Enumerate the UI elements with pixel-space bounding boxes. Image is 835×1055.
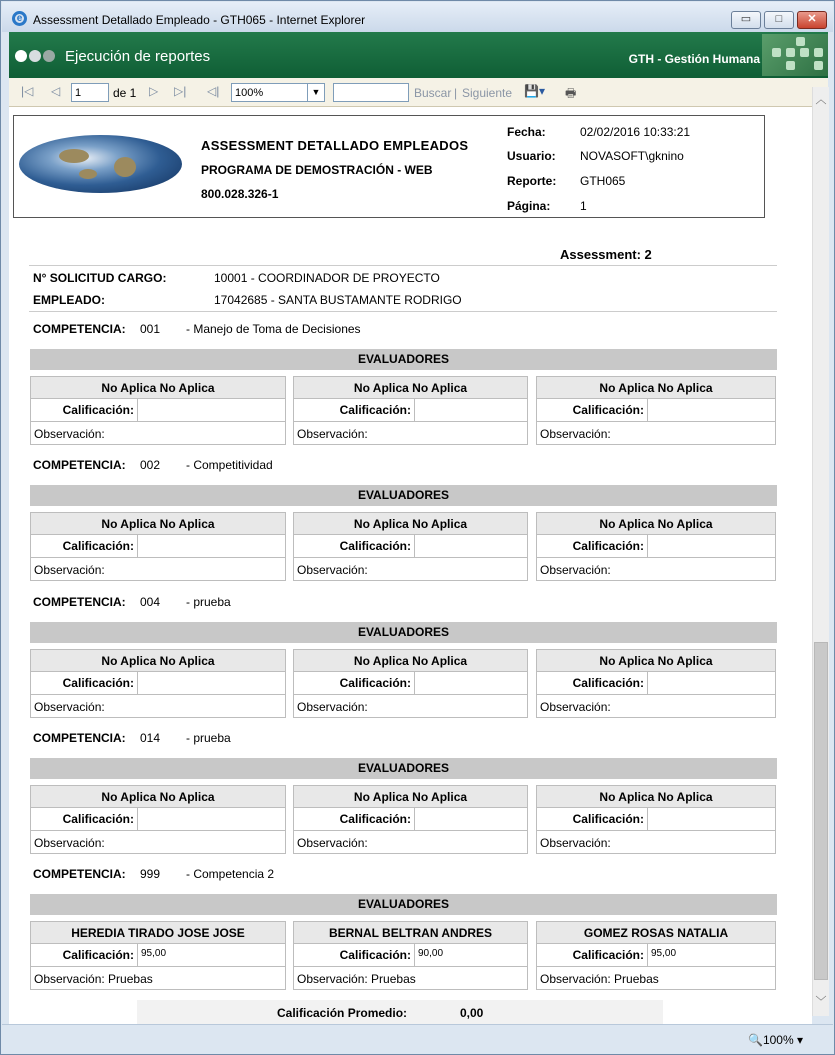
zoom-select[interactable] [231,83,325,102]
evaluator-card [293,785,528,854]
calificacion-value [647,399,775,422]
report-title: ASSESSMENT DETALLADO EMPLEADOS [201,138,469,153]
report-viewer [9,107,812,1024]
observacion [297,972,416,986]
scroll-up-icon[interactable]: ︿ [815,94,827,106]
zoom-value: 100% [235,87,264,99]
evaluator-name: No Aplica No Aplica [294,513,527,535]
people-logo-icon [762,34,828,76]
print-icon[interactable]: 🖶 [565,86,577,100]
evaluator-card [30,649,286,718]
evaluator-card [30,921,286,990]
promedio-value: 0,00 [460,1006,484,1020]
evaluadores-header: EVALUADORES [30,349,777,370]
window-title: Assessment Detallado Empleado - GTH065 - Internet Explorer [33,13,366,27]
observacion-label: Observación: [297,563,368,577]
evaluator-name: GOMEZ ROSAS NATALIA [537,922,775,944]
calificacion-value: 95,00 [137,944,285,967]
scroll-down-icon[interactable]: ﹀ [815,996,827,1008]
evaluator-name: No Aplica No Aplica [294,786,527,808]
calificacion-value [647,808,775,831]
status-zoom: 100% [762,1033,794,1047]
vertical-scrollbar[interactable] [812,87,829,1016]
page-count: de 1 [113,86,137,100]
calificacion-value [137,672,285,695]
meta-label: Fecha: [507,125,546,139]
evaluator-name: No Aplica No Aplica [31,786,285,808]
report-toolbar [9,78,828,107]
observacion-value: Pruebas [108,972,153,986]
calificacion-label: Calificación: [537,944,647,967]
calificacion-label: Calificación: [294,808,414,831]
observacion [34,836,105,850]
evaluator-card [293,376,528,445]
meta-value: 1 [580,199,587,213]
first-page-icon[interactable]: |◁ [21,84,34,98]
calificacion-label: Calificación: [31,535,137,558]
observacion-label: Observación: [297,700,368,714]
observacion [540,972,659,986]
dots-icon [15,50,57,65]
calificacion-value [414,399,527,422]
evaluadores-header: EVALUADORES [30,485,777,506]
observacion [34,972,153,986]
title-bar [2,2,833,32]
app-header [9,32,828,78]
promedio-row [137,1000,663,1024]
observacion-label: Observación: [540,563,611,577]
meta-label: Página: [507,199,551,213]
last-page-icon[interactable]: ▷| [174,84,187,98]
observacion-label: Observación: [540,972,611,986]
observacion-label: Observación: [540,836,611,850]
observacion [540,836,611,850]
calificacion-label: Calificación: [31,944,137,967]
status-bar [2,1024,833,1054]
evaluadores-header: EVALUADORES [30,894,777,915]
evaluator-name: No Aplica No Aplica [294,377,527,399]
calificacion-label: Calificación: [31,672,137,695]
back-icon[interactable]: ◁| [207,84,220,98]
evaluator-name: No Aplica No Aplica [537,377,775,399]
competencia-label: COMPETENCIA: [33,731,126,745]
competencia-label: COMPETENCIA: [33,458,126,472]
observacion-label: Observación: [297,836,368,850]
meta-value: NOVASOFT\gknino [580,149,684,163]
calificacion-value: 90,00 [414,944,527,967]
evaluator-card [536,649,776,718]
competencia-code: 002 [140,458,161,472]
observacion-label: Observación: [34,836,105,850]
observacion [297,427,368,441]
empleado-label: EMPLEADO: [33,293,105,307]
calificacion-label: Calificación: [31,399,137,422]
observacion [34,700,105,714]
calificacion-label: Calificación: [294,944,414,967]
search-input[interactable] [333,83,409,102]
export-icon[interactable]: 💾▾ [524,84,545,98]
ie-logo-icon: e [12,11,27,26]
calificacion-value [414,808,527,831]
competencia-label: COMPETENCIA: [33,867,126,881]
calificacion-label: Calificación: [537,399,647,422]
evaluator-name: No Aplica No Aplica [537,513,775,535]
calificacion-value [414,672,527,695]
evaluator-card [536,785,776,854]
observacion-label: Observación: [34,700,105,714]
meta-label: Usuario: [507,149,556,163]
evaluator-name: No Aplica No Aplica [31,377,285,399]
observacion [297,700,368,714]
siguiente-link[interactable]: Siguiente [462,86,513,100]
calificacion-label: Calificación: [537,535,647,558]
calificacion-value [647,672,775,695]
chevron-down-icon[interactable]: ▼ [307,84,324,101]
observacion [540,563,611,577]
evaluadores-header: EVALUADORES [30,758,777,779]
maximize-button[interactable]: □ [764,11,794,29]
calificacion-value [137,399,285,422]
prev-page-icon[interactable]: ◁ [51,84,61,98]
minimize-button[interactable]: ▭ [731,11,761,29]
meta-value: 02/02/2016 10:33:21 [580,125,691,139]
close-button[interactable]: ✕ [797,11,827,29]
calificacion-value [414,535,527,558]
observacion [34,563,105,577]
observacion-label: Observación: [34,563,105,577]
next-page-icon[interactable]: ▷ [149,84,159,98]
competencia-name: - prueba [186,595,231,609]
observacion-label: Observación: [297,972,368,986]
observacion [540,700,611,714]
competencia-name: - Competitividad [186,458,273,472]
observacion-label: Observación: [34,427,105,441]
evaluator-name: No Aplica No Aplica [31,513,285,535]
evaluator-card [293,649,528,718]
toolbar-separator: | [454,86,458,100]
calificacion-label: Calificación: [537,808,647,831]
divider [29,265,777,266]
competencia-code: 004 [140,595,161,609]
observacion-label: Observación: [297,427,368,441]
calificacion-value [137,808,285,831]
observacion [297,836,368,850]
evaluator-card [536,376,776,445]
observacion-value: Pruebas [371,972,416,986]
competencia-label: COMPETENCIA: [33,595,126,609]
competencia-code: 001 [140,322,161,336]
observacion [540,427,611,441]
meta-label: Reporte: [507,174,557,188]
zoom-icon: 🔍 [747,1033,763,1047]
competencia-name: - Competencia 2 [186,867,275,881]
evaluator-card [30,512,286,581]
evaluator-name: HEREDIA TIRADO JOSE JOSE [31,922,285,944]
report-subtitle: PROGRAMA DE DEMOSTRACIÓN - WEB [201,163,433,177]
evaluator-card [30,376,286,445]
brand-label: GTH - Gestión Humana [628,52,760,66]
evaluator-card [536,512,776,581]
evaluator-card [293,921,528,990]
observacion-value: Pruebas [614,972,659,986]
observacion-label: Observación: [540,700,611,714]
report-nit: 800.028.326-1 [201,187,279,201]
competencia-name: - Manejo de Toma de Decisiones [186,322,361,336]
calificacion-value [137,535,285,558]
scroll-thumb[interactable] [814,642,828,980]
evaluator-card [536,921,776,990]
evaluator-name: BERNAL BELTRAN ANDRES [294,922,527,944]
evaluator-name: No Aplica No Aplica [294,650,527,672]
evaluator-name: No Aplica No Aplica [537,786,775,808]
evaluator-card [293,512,528,581]
observacion [297,563,368,577]
solicitud-label: N° SOLICITUD CARGO: [33,271,167,285]
competencia-name: - prueba [186,731,231,745]
page-title: Ejecución de reportes [65,48,211,65]
page-number-input[interactable] [71,83,109,102]
evaluator-name: No Aplica No Aplica [537,650,775,672]
zoom-control[interactable]: 🔍100% ▾ [747,1033,803,1047]
calificacion-label: Calificación: [31,808,137,831]
competencia-code: 999 [140,867,161,881]
calificacion-label: Calificación: [294,672,414,695]
evaluator-card [30,785,286,854]
globe-logo-icon [19,135,182,193]
assessment-number: Assessment: 2 [560,247,652,262]
buscar-link[interactable]: Buscar [414,86,452,100]
calificacion-label: Calificación: [537,672,647,695]
calificacion-value: 95,00 [647,944,775,967]
promedio-label: Calificación Promedio: [277,1006,408,1020]
observacion-label: Observación: [34,972,105,986]
competencia-label: COMPETENCIA: [33,322,126,336]
observacion-label: Observación: [540,427,611,441]
empleado-value: 17042685 - SANTA BUSTAMANTE RODRIGO [214,293,462,307]
evaluadores-header: EVALUADORES [30,622,777,643]
evaluator-name: No Aplica No Aplica [31,650,285,672]
calificacion-label: Calificación: [294,399,414,422]
competencia-code: 014 [140,731,161,745]
solicitud-value: 10001 - COORDINADOR DE PROYECTO [214,271,440,285]
calificacion-label: Calificación: [294,535,414,558]
divider [29,311,777,312]
calificacion-value [647,535,775,558]
report-header [13,115,765,218]
observacion [34,427,105,441]
meta-value: GTH065 [580,174,626,188]
